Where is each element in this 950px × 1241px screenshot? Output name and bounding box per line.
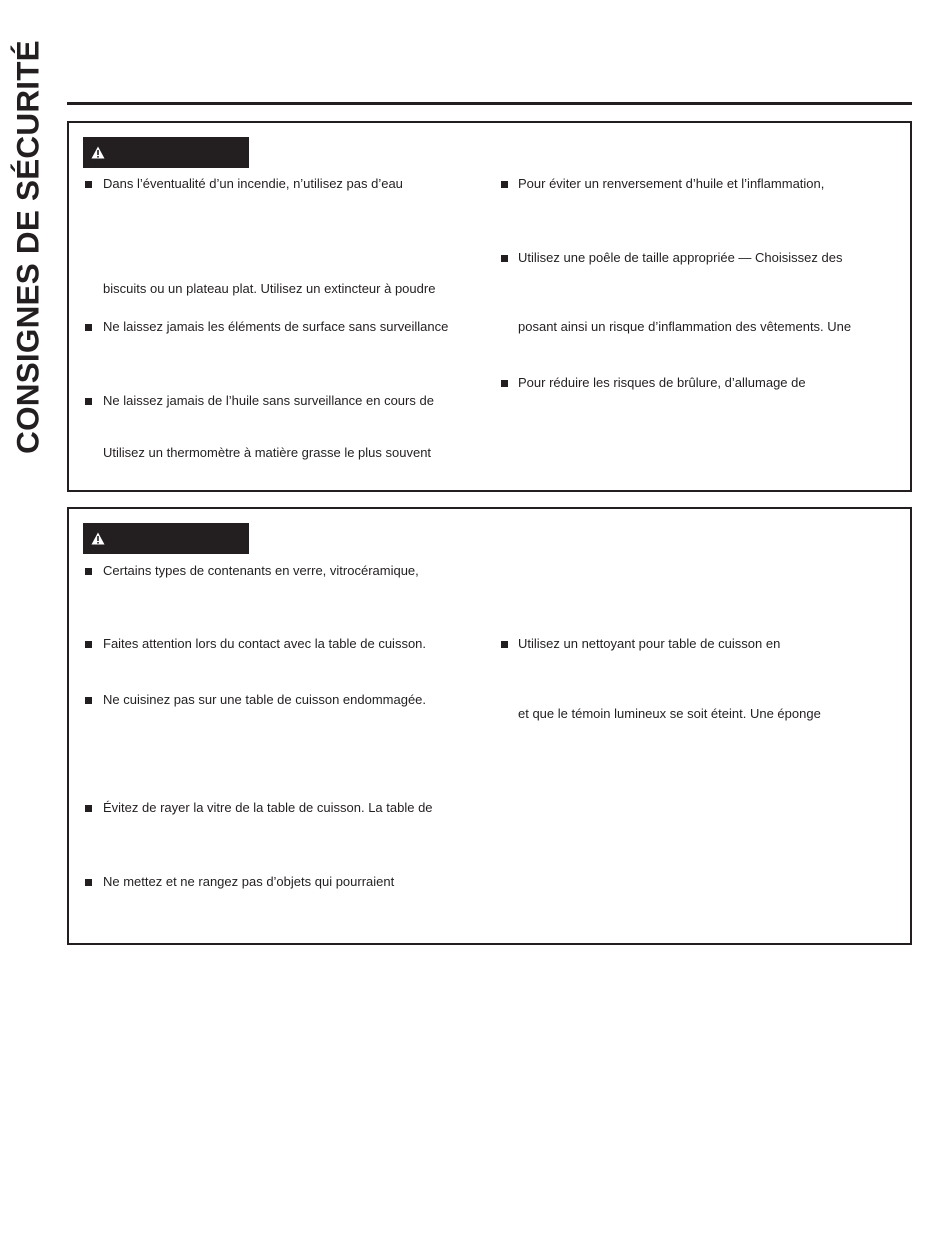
bullet-icon — [85, 879, 92, 886]
list-item: Utilisez un nettoyant pour table de cuisson en — [518, 636, 781, 651]
bullet-icon — [85, 398, 92, 405]
warning-box-fire — [67, 121, 912, 492]
warning-banner — [83, 137, 249, 168]
list-item: Utilisez une poêle de taille appropriée — Choisissez des — [518, 250, 843, 265]
list-item: Faites attention lors du contact avec la table de cuisson. — [103, 636, 427, 651]
list-item-continuation: Utilisez un thermomètre à matière grasse le plus souvent — [103, 445, 432, 460]
list-item: Ne laissez jamais de l’huile sans surveillance en cours de — [103, 393, 434, 408]
list-item: Ne laissez jamais les éléments de surface sans surveillance — [103, 319, 449, 334]
bullet-icon — [501, 641, 508, 648]
list-item-continuation: et que le témoin lumineux se soit éteint. Une éponge — [518, 706, 821, 721]
list-item: Certains types de contenants en verre, vitrocéramique, — [103, 563, 419, 578]
warning-triangle-icon — [91, 146, 105, 159]
bullet-icon — [85, 181, 92, 188]
list-item: Pour éviter un renversement d’huile et l’inflammation, — [518, 176, 825, 191]
bullet-icon — [501, 181, 508, 188]
bullet-icon — [501, 380, 508, 387]
side-title-text: CONSIGNES DE SÉCURITÉ — [9, 40, 46, 454]
list-item: Pour réduire les risques de brûlure, d’allumage de — [518, 375, 806, 390]
list-item: Ne mettez et ne rangez pas d’objets qui pourraient — [103, 874, 395, 889]
bullet-icon — [85, 641, 92, 648]
header-rule — [67, 102, 912, 105]
warning-triangle-icon — [91, 532, 105, 545]
list-item: Ne cuisinez pas sur une table de cuisson endommagée. — [103, 692, 427, 707]
bullet-icon — [85, 568, 92, 575]
list-item: Dans l’éventualité d’un incendie, n’utilisez pas d’eau — [103, 176, 403, 191]
list-item-continuation: biscuits ou un plateau plat. Utilisez un extincteur à poudre — [103, 281, 436, 296]
bullet-icon — [501, 255, 508, 262]
bullet-icon — [85, 324, 92, 331]
warning-banner — [83, 523, 249, 554]
warning-box-cooktop — [67, 507, 912, 945]
section-side-title — [8, 36, 48, 458]
bullet-icon — [85, 697, 92, 704]
bullet-icon — [85, 805, 92, 812]
list-item-continuation: posant ainsi un risque d’inflammation des vêtements. Une — [518, 319, 852, 334]
list-item: Évitez de rayer la vitre de la table de cuisson. La table de — [103, 800, 433, 815]
